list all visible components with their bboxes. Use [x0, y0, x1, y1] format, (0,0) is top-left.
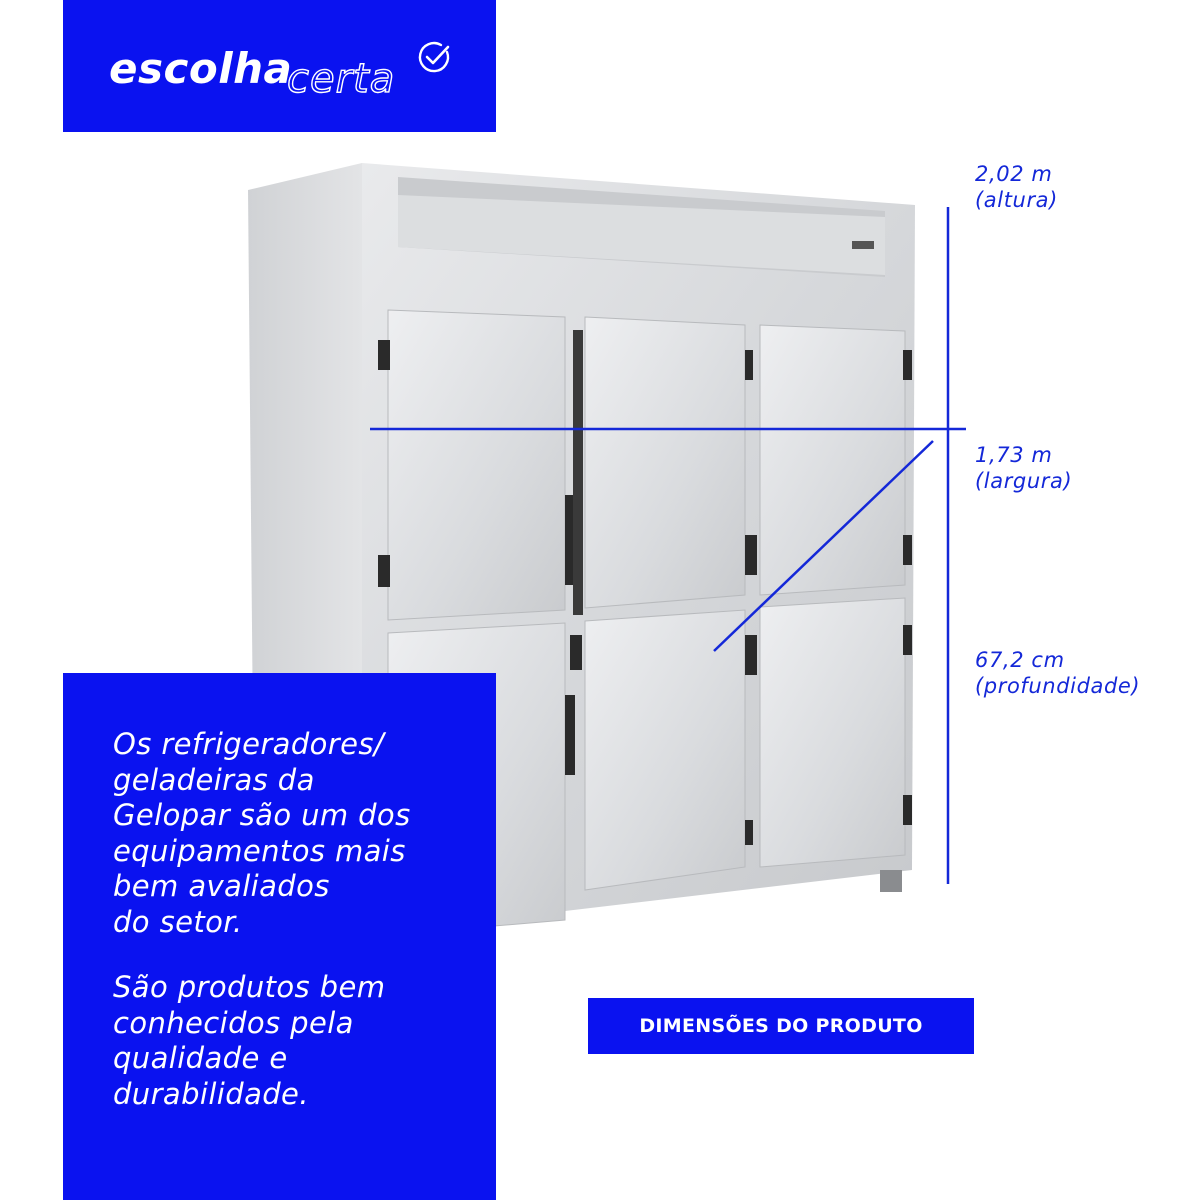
description-panel [63, 673, 496, 1200]
width-dimension-label [975, 442, 1072, 494]
description-paragraph-1 [113, 727, 483, 940]
description-line: conhecidos pela [113, 1005, 354, 1040]
depth-caption: (profundidade) [975, 674, 1141, 698]
description-line: do setor. [113, 904, 243, 939]
height-value: 2,02 m [975, 162, 1053, 186]
description-line: Os refrigeradores/ [113, 727, 385, 761]
depth-value: 67,2 cm [975, 648, 1065, 672]
depth-line [714, 441, 933, 651]
width-value: 1,73 m [975, 443, 1053, 467]
logo-word-main: escolha [109, 44, 293, 93]
description-line: São produtos bem [113, 970, 386, 1004]
description-line: qualidade e [113, 1041, 288, 1075]
description-line: equipamentos mais [113, 833, 406, 868]
logo-word-sub: certa [287, 56, 396, 102]
depth-dimension-label [975, 647, 1140, 699]
height-dimension-label [975, 161, 1058, 213]
description-line: durabilidade. [113, 1076, 309, 1111]
description-paragraph-2 [113, 970, 483, 1112]
product-dimensions-badge: DIMENSÕES DO PRODUTO [588, 998, 974, 1054]
width-caption: (largura) [975, 469, 1073, 493]
height-caption: (altura) [975, 188, 1058, 212]
description-line: geladeiras da [113, 762, 315, 797]
description-line: Gelopar são um dos [113, 798, 411, 832]
description-line: bem avaliados [113, 869, 330, 903]
